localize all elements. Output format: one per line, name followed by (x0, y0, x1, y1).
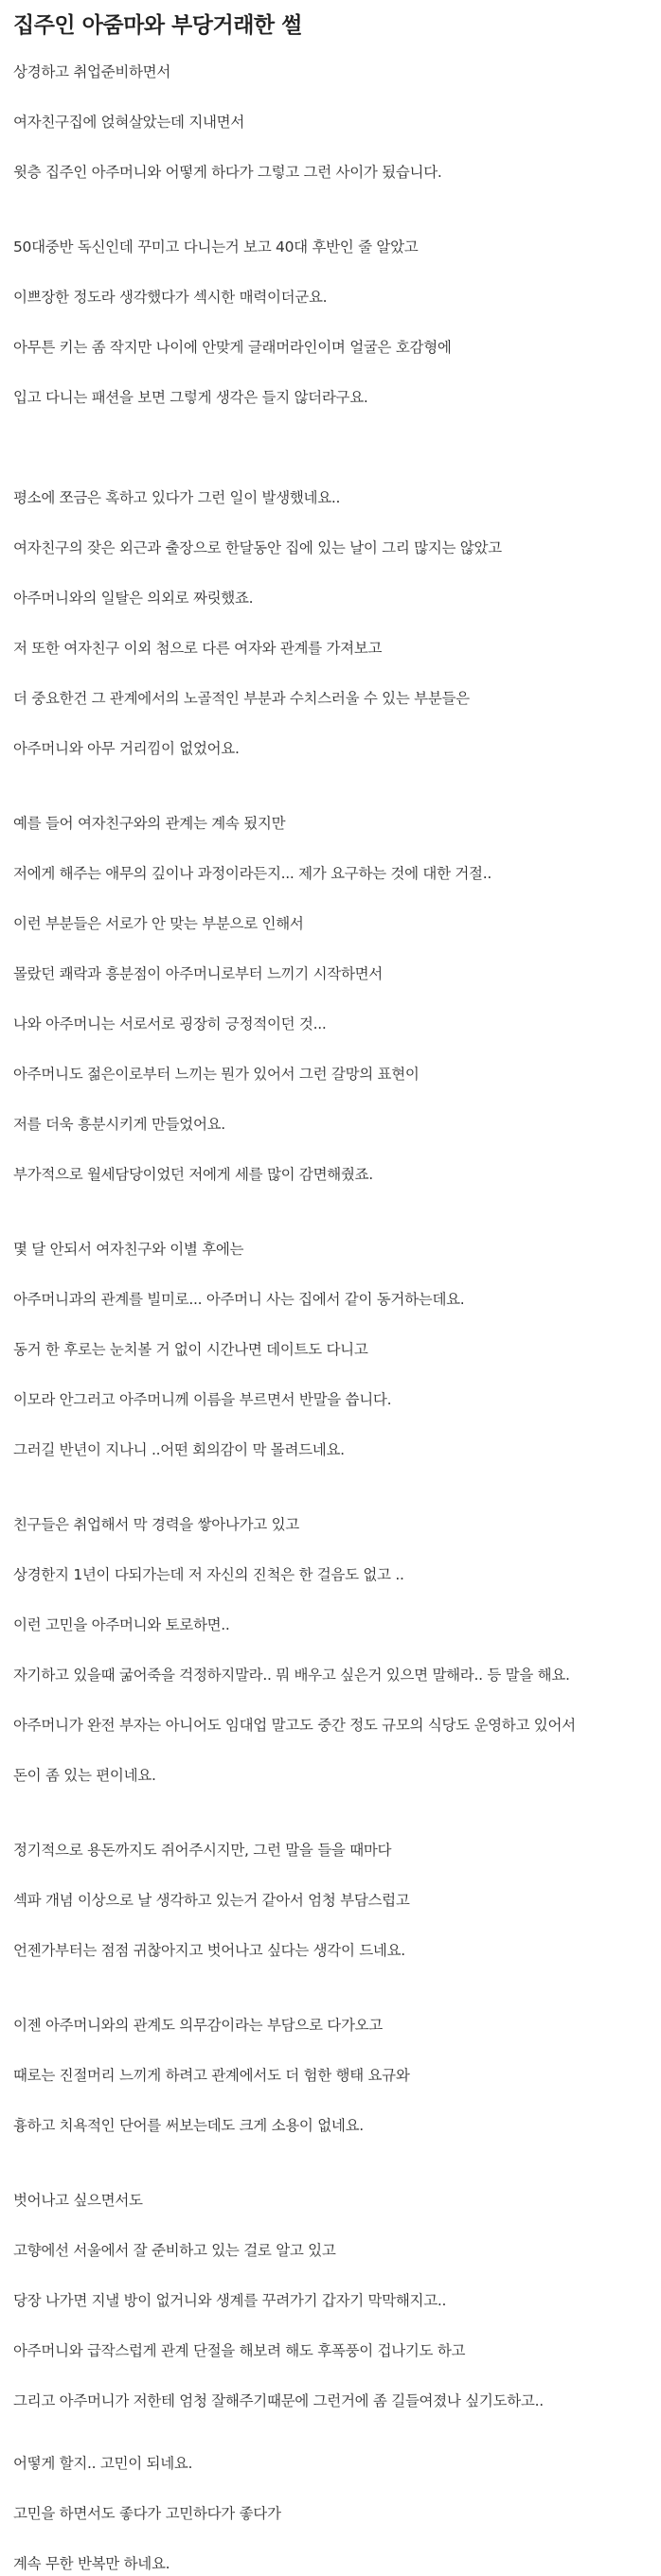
post-line: 평소에 쪼금은 혹하고 있다가 그런 일이 발생했네요.. (13, 489, 341, 506)
post-line: 몇 달 안되서 여자친구와 이별 후에는 (13, 1241, 244, 1258)
post-line: 50대중반 독신인데 꾸미고 다니는거 보고 40대 후반인 줄 알았고 (13, 238, 419, 256)
post-line: 벗어나고 싶으면서도 (13, 2192, 143, 2209)
post-line: 더 중요한건 그 관계에서의 노골적인 부분과 수치스러울 수 있는 부분들은 (13, 690, 470, 707)
post-line: 아주머니도 젊은이로부터 느끼는 뭔가 있어서 그런 갈망의 표현이 (13, 1066, 420, 1083)
post-line: 이젠 아주머니와의 관계도 의무감이라는 부담으로 다가오고 (13, 2017, 383, 2034)
post-line: 친구들은 취업해서 막 경력을 쌓아나가고 있고 (13, 1516, 299, 1533)
post-line: 어떻게 할지.. 고민이 되네요. (13, 2455, 193, 2472)
post-line: 고민을 하면서도 좋다가 고민하다가 좋다가 (13, 2505, 281, 2522)
post-line: 아주머니가 완전 부자는 아니어도 임대업 말고도 중간 정도 규모의 식당도 운영하고 있어서 (13, 1717, 576, 1734)
post-line: 당장 나가면 지낼 방이 없거니와 생계를 꾸려가기 갑자기 막막해지고.. (13, 2292, 447, 2309)
post-line: 자기하고 있을때 굶어죽을 걱정하지말라.. 뭐 배우고 싶은거 있으면 말해라.. 등 말을 해요. (13, 1667, 570, 1684)
post-line: 나와 아주머니는 서로서로 굉장히 긍정적이던 것... (13, 1015, 327, 1032)
post-line: 언젠가부터는 점점 귀찮아지고 벗어나고 싶다는 생각이 드네요. (13, 1942, 405, 1959)
post-line: 흉하고 치욕적인 단어를 써보는데도 크게 소용이 없네요. (13, 2117, 364, 2134)
post-line: 섹파 개념 이상으로 날 생각하고 있는거 같아서 엄청 부담스럽고 (13, 1892, 410, 1909)
post-line: 이쁘장한 정도라 생각했다가 섹시한 매력이더군요. (13, 289, 328, 306)
post-line: 저 또한 여자친구 이외 첨으로 다른 여자와 관계를 가져보고 (13, 640, 383, 657)
post-line: 계속 무한 반복만 하네요. (13, 2555, 170, 2572)
post-line: 동거 한 후로는 눈치볼 거 없이 시간나면 데이트도 다니고 (13, 1341, 368, 1358)
post-line: 아무튼 키는 좀 작지만 나이에 안맞게 글래머라인이며 얼굴은 호감형에 (13, 339, 452, 356)
post-line: 아주머니와 아무 거리낌이 없었어요. (13, 740, 240, 757)
post-line: 저에게 해주는 애무의 깊이나 과정이라든지... 제가 요구하는 것에 대한 거절.. (13, 865, 491, 882)
post-line: 상경하고 취업준비하면서 (13, 63, 171, 80)
post-line: 상경한지 1년이 다되가는데 저 자신의 진척은 한 걸음도 없고 .. (13, 1566, 404, 1583)
post-line: 입고 다니는 패션을 보면 그렇게 생각은 들지 않더라구요. (13, 389, 368, 406)
post-line: 아주머니과의 관계를 빌미로... 아주머니 사는 집에서 같이 동거하는데요. (13, 1291, 465, 1308)
post-line: 몰랐던 쾌락과 흥분점이 아주머니로부터 느끼기 시작하면서 (13, 965, 383, 982)
post-line: 때로는 진절머리 느끼게 하려고 관계에서도 더 험한 행태 요규와 (13, 2067, 410, 2084)
post-line: 그러길 반년이 지나니 ..어떤 회의감이 막 몰려드네요. (13, 1441, 345, 1458)
post-line: 아주머니와 급작스럽게 관계 단절을 해보려 해도 후폭풍이 겁나기도 하고 (13, 2342, 466, 2359)
post-line: 돈이 좀 있는 편이네요. (13, 1767, 156, 1784)
post-line: 부가적으로 월세담당이었던 저에게 세를 많이 감면해줬죠. (13, 1166, 373, 1183)
post-line: 이모라 안그러고 아주머니께 이름을 부르면서 반말을 씁니다. (13, 1391, 392, 1408)
post-line: 그리고 아주머니가 저한테 엄청 잘해주기때문에 그런거에 좀 길들여졌나 싶기도하고.. (13, 2392, 544, 2409)
post-line: 정기적으로 용돈까지도 쥐어주시지만, 그런 말을 들을 때마다 (13, 1842, 392, 1859)
post-line: 저를 더욱 흥분시키게 만들었어요. (13, 1116, 225, 1133)
post-line: 이런 부분들은 서로가 안 맞는 부분으로 인해서 (13, 915, 304, 932)
post-line: 아주머니와의 일탈은 의외로 짜릿했죠. (13, 590, 254, 607)
post-line: 윗층 집주인 아주머니와 어떻게 하다가 그렇고 그런 사이가 됬습니다. (13, 164, 442, 181)
post-title: 집주인 아줌마와 부당거래한 썰 (13, 13, 302, 38)
post-line: 예를 들어 여자친구와의 관계는 계속 됬지만 (13, 815, 286, 832)
post-line: 이런 고민을 아주머니와 토로하면.. (13, 1616, 230, 1633)
post-line: 고향에선 서울에서 잘 준비하고 있는 걸로 알고 있고 (13, 2242, 336, 2259)
post-line: 여자친구집에 얹혀살았는데 지내면서 (13, 114, 245, 131)
post-line: 여자친구의 잦은 외근과 출장으로 한달동안 집에 있는 날이 그리 많지는 않았고 (13, 539, 502, 556)
